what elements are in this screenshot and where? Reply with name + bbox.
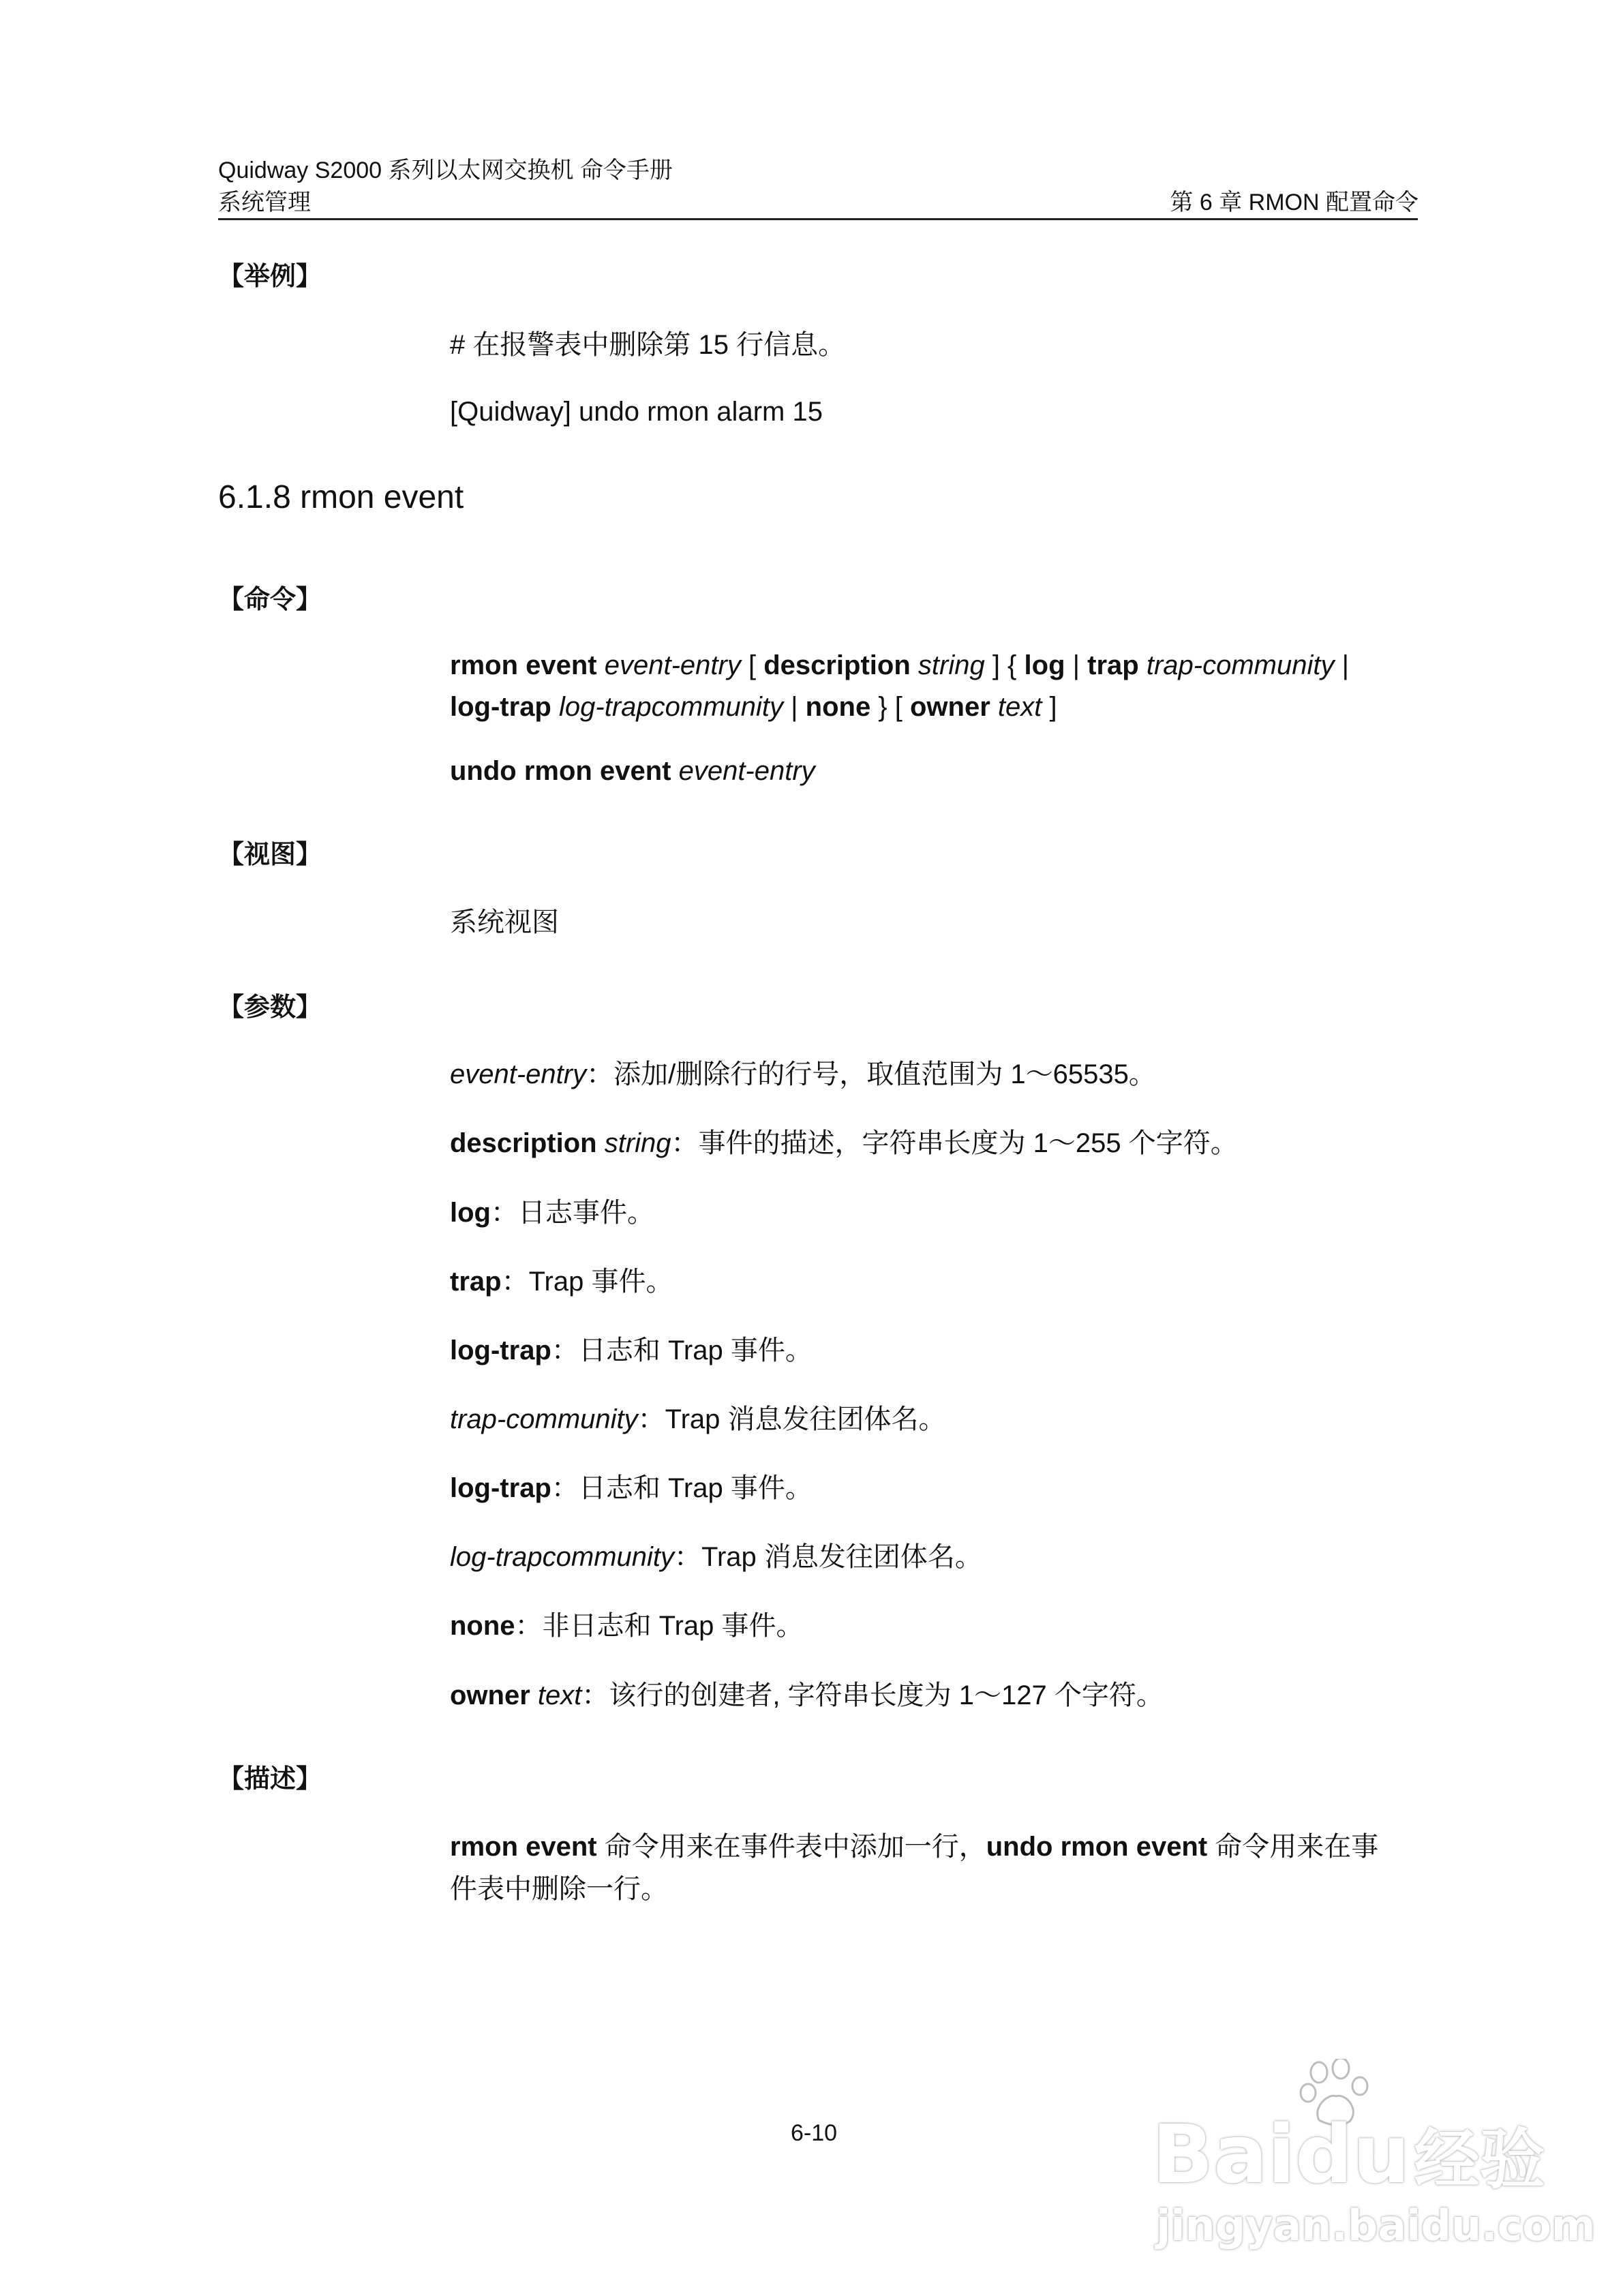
command-heading: 【命令】 bbox=[218, 586, 322, 614]
header-chapter: 第 6 章 RMON 配置命令 bbox=[1170, 190, 1419, 215]
watermark-cn: 经验 bbox=[1414, 2121, 1545, 2198]
text-run: trap-community bbox=[450, 1404, 638, 1434]
text-run: | bbox=[1334, 650, 1349, 680]
page-number: 6-10 bbox=[791, 2120, 838, 2146]
text-run: ] { bbox=[984, 650, 1025, 680]
text-run: trap bbox=[1087, 650, 1139, 680]
header-section: 系统管理 bbox=[218, 190, 311, 215]
text-run: 命令用来在事件表中添加一行， bbox=[596, 1832, 986, 1862]
param-item bbox=[450, 1053, 1156, 1096]
watermark-url: jingyan.baidu.com bbox=[1156, 2201, 1596, 2250]
text-run bbox=[597, 650, 605, 680]
text-run: text bbox=[997, 692, 1042, 722]
param-item bbox=[450, 1398, 946, 1440]
text-run: } [ bbox=[870, 692, 910, 722]
text-run: string bbox=[917, 650, 985, 680]
text-run: 命令用来在事 bbox=[1207, 1832, 1379, 1862]
text-run: ：日志和 Trap 事件。 bbox=[551, 1335, 813, 1365]
text-run: log-trap bbox=[450, 1335, 551, 1365]
text-run: none bbox=[805, 692, 871, 722]
text-run: owner bbox=[910, 692, 990, 722]
text-run: string bbox=[604, 1128, 671, 1158]
command-undo-syntax bbox=[450, 750, 815, 792]
text-run: ：Trap 消息发往团体名。 bbox=[637, 1404, 946, 1434]
text-run: none bbox=[450, 1611, 515, 1641]
view-heading: 【视图】 bbox=[218, 841, 322, 869]
text-run: rmon event bbox=[450, 1832, 597, 1862]
watermark-brand: Bai bbox=[1152, 2107, 1296, 2201]
param-item bbox=[450, 1260, 673, 1303]
text-run: 件表中删除一行。 bbox=[450, 1874, 668, 1904]
text-run bbox=[671, 756, 678, 786]
header-rule bbox=[218, 218, 1418, 220]
description-heading: 【描述】 bbox=[218, 1765, 322, 1794]
example-code: [Quidway] undo rmon alarm 15 bbox=[450, 397, 823, 427]
text-run: event-entry bbox=[450, 1059, 587, 1089]
watermark-brand2: du bbox=[1295, 2107, 1410, 2201]
text-run bbox=[990, 692, 998, 722]
text-run: | bbox=[783, 692, 806, 722]
param-item bbox=[450, 1192, 654, 1234]
command-syntax-line-1 bbox=[450, 644, 1349, 686]
param-item bbox=[450, 1536, 982, 1578]
section-title: 6.1.8 rmon event bbox=[218, 479, 464, 515]
text-run: ] bbox=[1042, 692, 1057, 722]
description-line-2 bbox=[450, 1868, 668, 1910]
text-run bbox=[530, 1680, 538, 1710]
text-run: log-trapcommunity bbox=[450, 1542, 675, 1572]
text-run bbox=[597, 1128, 605, 1158]
text-run: trap-community bbox=[1146, 650, 1335, 680]
param-item bbox=[450, 1674, 1164, 1717]
text-run: ：非日志和 Trap 事件。 bbox=[515, 1611, 804, 1641]
watermark bbox=[1152, 2059, 1596, 2263]
text-run: owner bbox=[450, 1680, 530, 1710]
param-item bbox=[450, 1467, 813, 1509]
text-run: undo rmon event bbox=[450, 756, 671, 786]
text-run: ：日志和 Trap 事件。 bbox=[551, 1473, 813, 1503]
description-line-1 bbox=[450, 1826, 1378, 1868]
text-run: event-entry bbox=[604, 650, 741, 680]
command-syntax-line-2 bbox=[450, 686, 1057, 728]
text-run: undo rmon event bbox=[986, 1832, 1208, 1862]
text-run: ：Trap 事件。 bbox=[501, 1267, 673, 1297]
text-run: log-trap bbox=[450, 692, 551, 722]
param-item bbox=[450, 1329, 813, 1372]
text-run: ：添加/删除行的行号，取值范围为 1～65535。 bbox=[586, 1059, 1156, 1089]
text-run: text bbox=[537, 1680, 582, 1710]
header-doc-title: Quidway S2000 系列以太网交换机 命令手册 bbox=[218, 157, 673, 183]
param-item bbox=[450, 1605, 804, 1647]
text-run: ：日志事件。 bbox=[490, 1198, 654, 1228]
view-text: 系统视图 bbox=[450, 907, 559, 937]
text-run: log bbox=[1024, 650, 1065, 680]
text-run bbox=[551, 692, 559, 722]
text-run: ：该行的创建者, 字符串长度为 1～127 个字符。 bbox=[581, 1680, 1164, 1710]
param-item bbox=[450, 1122, 1238, 1164]
text-run: [ bbox=[740, 650, 764, 680]
example-comment: # 在报警表中删除第 15 行信息。 bbox=[450, 330, 846, 360]
text-run: description bbox=[450, 1128, 597, 1158]
text-run: log-trapcommunity bbox=[559, 692, 784, 722]
text-run: rmon event bbox=[450, 650, 597, 680]
text-run bbox=[911, 650, 918, 680]
text-run: ：Trap 消息发往团体名。 bbox=[674, 1542, 982, 1572]
text-run: description bbox=[763, 650, 911, 680]
text-run: log-trap bbox=[450, 1473, 551, 1503]
text-run: event-entry bbox=[678, 756, 815, 786]
params-heading: 【参数】 bbox=[218, 993, 322, 1022]
text-run: ：事件的描述，字符串长度为 1～255 个字符。 bbox=[671, 1128, 1238, 1158]
example-heading: 【举例】 bbox=[218, 262, 322, 291]
text-run: | bbox=[1065, 650, 1088, 680]
text-run bbox=[1139, 650, 1147, 680]
text-run: trap bbox=[450, 1267, 502, 1297]
text-run: log bbox=[450, 1198, 491, 1228]
